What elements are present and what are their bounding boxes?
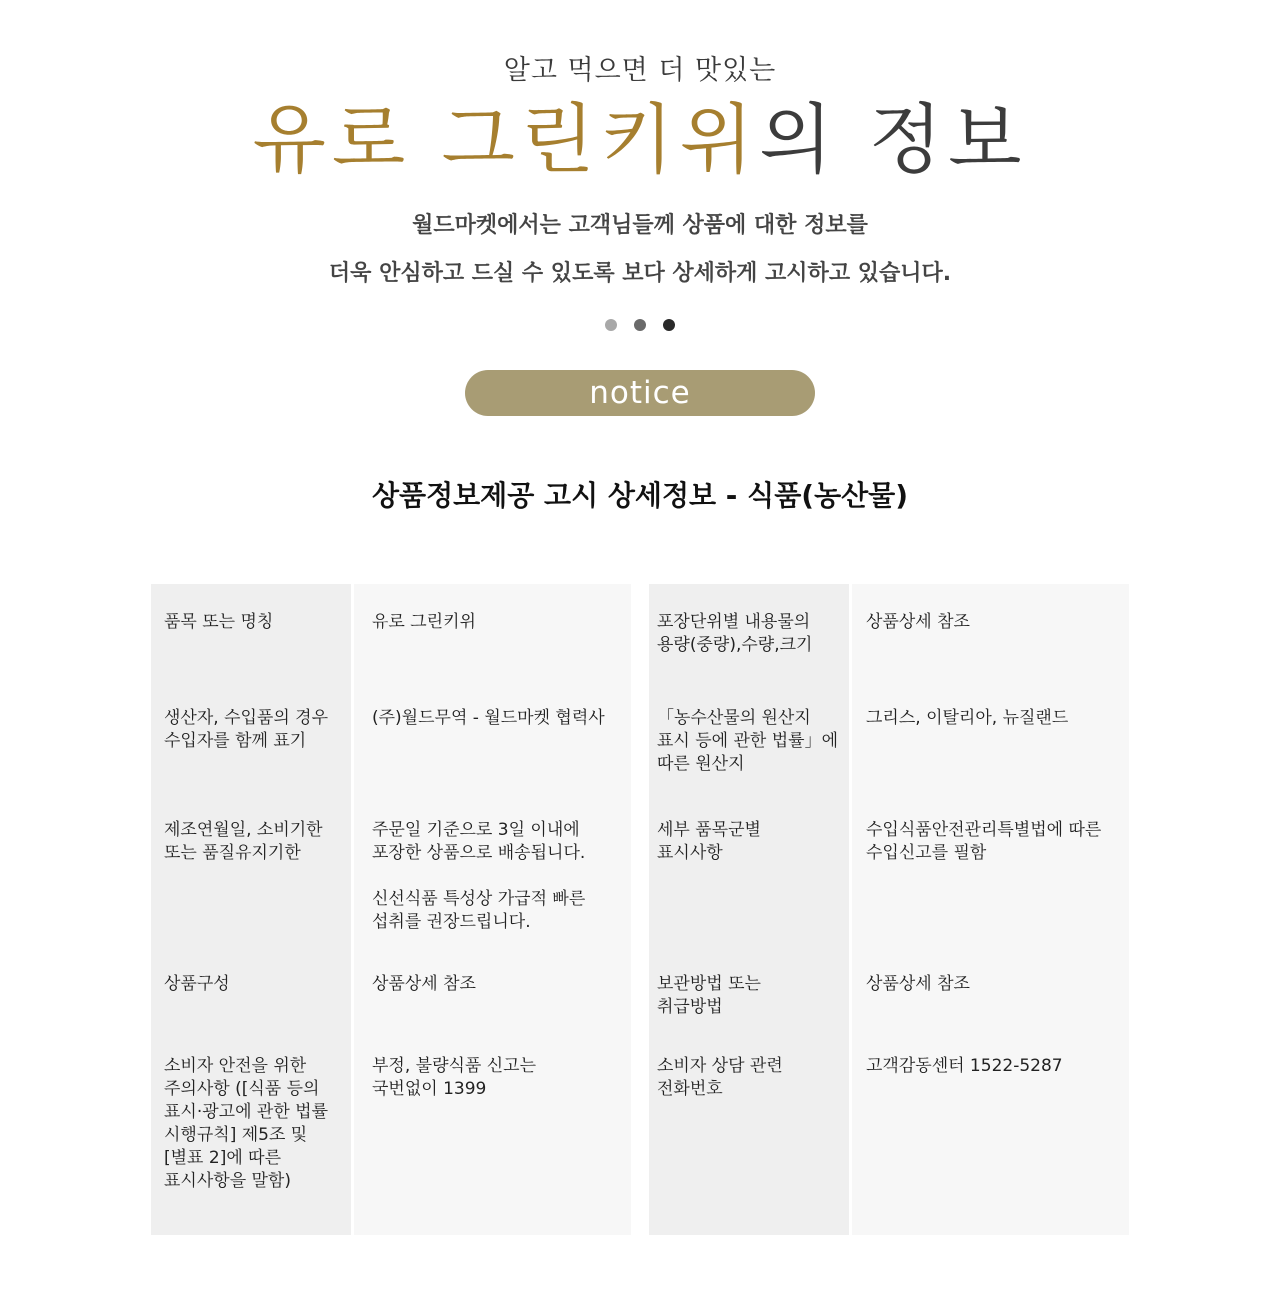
left-label-5: 소비자 안전을 위한 주의사항 ([식품 등의 표시·광고에 관한 법률 시행규칙] 제5조 및 [별표 2]에 따른 표시사항을 말함) (164, 1056, 329, 1191)
dot-dark (663, 319, 675, 331)
right-label-4: 보관방법 또는 취급방법 (657, 974, 761, 1017)
section-title: 상품정보제공 고시 상세정보 - 식품(농산물) (371, 479, 909, 512)
dot-light (605, 319, 617, 331)
info-table-right (649, 584, 1129, 1235)
left-value-5: 부정, 불량식품 신고는 국번없이 1399 (372, 1056, 537, 1099)
headline-product-name: 유로 그린키위 (252, 95, 760, 184)
right-value-4: 상품상세 참조 (866, 974, 970, 994)
right-label-3: 세부 품목군별 표시사항 (657, 820, 761, 863)
page-headline (0, 92, 1280, 188)
dot-medium (634, 319, 646, 331)
right-label-2: 「농수산물의 원산지 표시 등에 관한 법률」에 따른 원산지 (657, 708, 839, 774)
left-value-1: 유로 그린키위 (372, 612, 476, 632)
label-column-right (649, 584, 849, 1235)
intro-description (0, 202, 1280, 298)
right-value-2: 그리스, 이탈리아, 뉴질랜드 (866, 708, 1069, 728)
right-value-1: 상품상세 참조 (866, 612, 970, 632)
intro-subtitle: 알고 먹으면 더 맛있는 (503, 55, 777, 86)
right-label-1: 포장단위별 내용물의 용량(중량),수량,크기 (657, 612, 813, 655)
notice-badge: notice (465, 370, 815, 416)
right-label-5: 소비자 상담 관련 전화번호 (657, 1056, 783, 1099)
headline-suffix: 의 정보 (759, 95, 1028, 184)
value-column-right (852, 584, 1129, 1235)
right-value-3: 수입식품안전관리특별법에 따른 수입신고를 필함 (866, 820, 1102, 863)
left-value-2: (주)월드무역 - 월드마켓 협력사 (372, 708, 605, 728)
left-label-1: 품목 또는 명칭 (164, 612, 274, 632)
description-line-2: 더욱 안심하고 드실 수 있도록 보다 상세하게 고시하고 있습니다. (328, 261, 952, 286)
left-value-4: 상품상세 참조 (372, 974, 476, 994)
description-line-1: 월드마켓에서는 고객님들께 상품에 대한 정보를 (412, 213, 868, 238)
left-label-2: 생산자, 수입품의 경우 수입자를 함께 표기 (164, 708, 329, 751)
decorative-dots (0, 319, 1280, 331)
right-value-5: 고객감동센터 1522-5287 (866, 1056, 1063, 1076)
left-value-3: 주문일 기준으로 3일 이내에 포장한 상품으로 배송됩니다. 신선식품 특성상 가급적 빠른 섭취를 권장드립니다. (372, 820, 586, 932)
left-label-3: 제조연월일, 소비기한 또는 품질유지기한 (164, 820, 323, 863)
left-label-4: 상품구성 (164, 974, 230, 994)
